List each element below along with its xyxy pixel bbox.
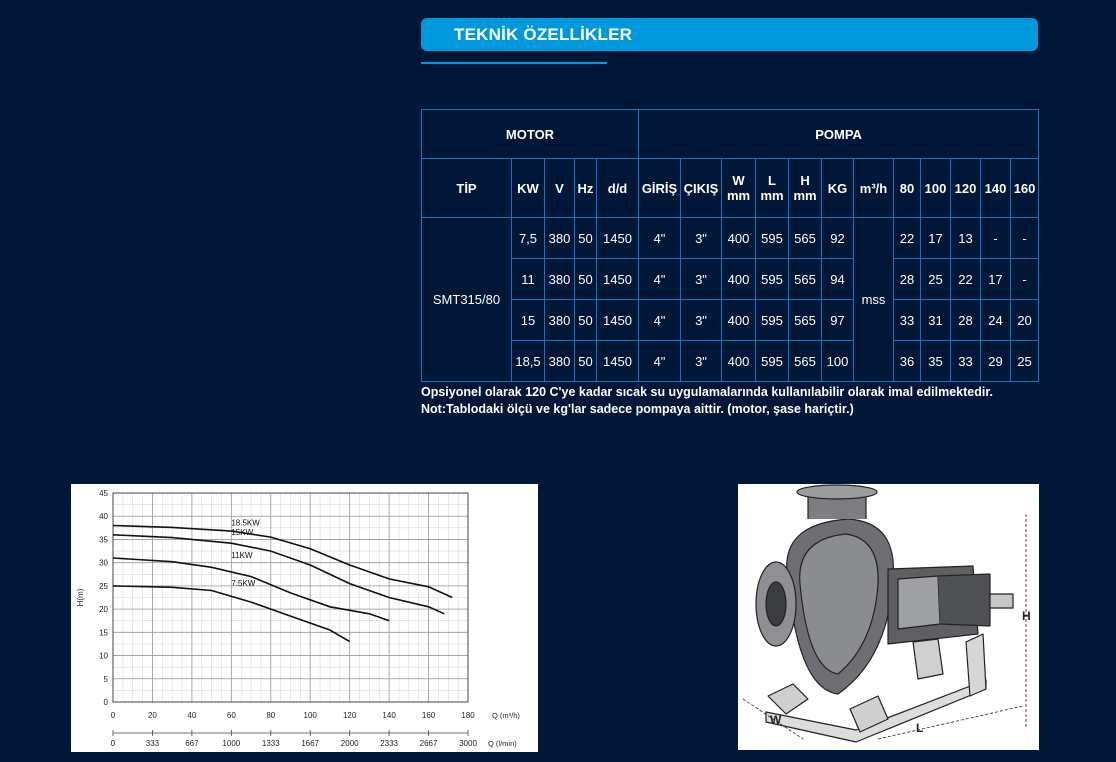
col-l-label: L <box>768 173 776 188</box>
table-row <box>422 300 1039 341</box>
table-row <box>422 218 1039 259</box>
y-tick-label: 25 <box>99 581 108 591</box>
cell-q120: 13 <box>951 218 981 259</box>
cell-w: 400 <box>722 341 756 382</box>
cell-giris: 4" <box>639 218 681 259</box>
cell-dd: 1450 <box>597 218 639 259</box>
cell-dd: 1450 <box>597 300 639 341</box>
x-tick-label: 100 <box>303 711 317 720</box>
cell-q120: 33 <box>951 341 981 382</box>
cell-q80: 33 <box>894 300 921 341</box>
cell-h: 565 <box>789 300 822 341</box>
cell-kg: 94 <box>822 259 854 300</box>
cell-l: 595 <box>756 341 789 382</box>
cell-q120: 28 <box>951 300 981 341</box>
y-tick-label: 30 <box>99 558 108 568</box>
cell-q80: 28 <box>894 259 921 300</box>
series-label: 15KW <box>231 527 254 537</box>
cell-kw: 15 <box>512 300 545 341</box>
cell-l: 595 <box>756 300 789 341</box>
cell-dd: 1450 <box>597 259 639 300</box>
y-tick-label: 10 <box>99 651 108 661</box>
cell-w: 400 <box>722 218 756 259</box>
col-h <box>789 159 822 218</box>
note-line-2: Not:Tablodaki ölçü ve kg'lar sadece pompaya aittir. (motor, şase hariçtir.) <box>421 402 854 416</box>
x2-tick-label: 667 <box>185 739 199 748</box>
cell-q160: - <box>1011 218 1039 259</box>
cell-w: 400 <box>722 300 756 341</box>
col-q120: 120 <box>951 159 981 218</box>
cell-kw: 7,5 <box>512 218 545 259</box>
cell-q160: - <box>1011 259 1039 300</box>
cell-giris: 4" <box>639 300 681 341</box>
x2-tick-label: 1000 <box>222 739 241 748</box>
cell-giris: 4" <box>639 341 681 382</box>
section-title-bar <box>421 18 1038 51</box>
x-axis-label: Q (m³/h) <box>492 711 520 720</box>
x2-tick-label: 1333 <box>261 739 280 748</box>
col-v: V <box>545 159 575 218</box>
section-title: TEKNİK ÖZELLİKLER <box>454 25 633 44</box>
x-tick-label: 120 <box>342 711 357 720</box>
series-label: 11KW <box>231 551 253 561</box>
pump-drawing-svg <box>738 484 1039 750</box>
cell-q100: 35 <box>921 341 951 382</box>
cell-h: 565 <box>789 259 822 300</box>
col-w-label: W <box>732 173 745 188</box>
cell-kg: 92 <box>822 218 854 259</box>
dim-h-label: H <box>1022 609 1031 623</box>
x2-tick-label: 2333 <box>380 739 399 748</box>
cell-kg: 100 <box>822 341 854 382</box>
spec-table <box>421 109 1039 382</box>
x2-tick-label: 1667 <box>301 739 320 748</box>
col-q80: 80 <box>894 159 921 218</box>
col-hz: Hz <box>575 159 597 218</box>
cell-giris: 4" <box>639 259 681 300</box>
y-axis-label: H(m) <box>76 588 85 607</box>
cell-q140: 17 <box>981 259 1011 300</box>
x-tick-label: 180 <box>461 711 475 720</box>
x-tick-label: 160 <box>421 711 436 720</box>
col-q140: 140 <box>981 159 1011 218</box>
cell-v: 380 <box>545 218 575 259</box>
dim-w-label: W <box>770 713 782 727</box>
x-tick-label: 60 <box>226 711 236 720</box>
cell-l: 595 <box>756 218 789 259</box>
col-q160: 160 <box>1011 159 1039 218</box>
cell-q160: 25 <box>1011 341 1039 382</box>
cell-cikis: 3" <box>681 341 722 382</box>
note-line-1: Opsiyonel olarak 120 C'ye kadar sıcak su uygulamalarında kullanılabilir olarak imal edilmektedir. <box>421 385 993 399</box>
performance-chart-svg <box>71 484 538 752</box>
col-kw: KW <box>512 159 545 218</box>
model-cell: SMT315/80 <box>422 218 512 382</box>
cell-q100: 17 <box>921 218 951 259</box>
col-l <box>756 159 789 218</box>
cell-q140: 24 <box>981 300 1011 341</box>
series-label: 7.5KW <box>231 578 256 588</box>
x2-tick-label: 0 <box>110 739 116 748</box>
table-row <box>422 259 1039 300</box>
cell-cikis: 3" <box>681 259 722 300</box>
col-kg: KG <box>822 159 854 218</box>
cell-cikis: 3" <box>681 218 722 259</box>
cell-h: 565 <box>789 341 822 382</box>
cell-q120: 22 <box>951 259 981 300</box>
cell-q140: - <box>981 218 1011 259</box>
col-w-unit: mm <box>726 188 751 203</box>
x2-tick-label: 333 <box>145 739 160 748</box>
x-tick-label: 80 <box>266 711 276 720</box>
col-cikis: ÇIKIŞ <box>681 159 722 218</box>
cell-hz: 50 <box>575 300 597 341</box>
x2-axis-label: Q (l/min) <box>488 739 517 748</box>
series-label: 18.5KW <box>231 518 260 528</box>
cell-q100: 31 <box>921 300 951 341</box>
col-q100: 100 <box>921 159 951 218</box>
col-dd: d/d <box>597 159 639 218</box>
x2-tick-label: 2667 <box>419 739 438 748</box>
y-tick-label: 0 <box>103 698 108 707</box>
x-tick-label: 0 <box>110 711 116 720</box>
pump-group-header: POMPA <box>639 110 1039 159</box>
x-tick-label: 20 <box>147 711 157 720</box>
cell-hz: 50 <box>575 341 597 382</box>
x2-tick-label: 3000 <box>459 739 477 748</box>
title-underline <box>421 62 607 64</box>
cell-dd: 1450 <box>597 341 639 382</box>
cell-q80: 36 <box>894 341 921 382</box>
cell-v: 380 <box>545 300 575 341</box>
cell-cikis: 3" <box>681 300 722 341</box>
x-tick-label: 140 <box>382 711 396 720</box>
cell-hz: 50 <box>575 218 597 259</box>
x2-tick-label: 2000 <box>340 739 359 748</box>
y-tick-label: 35 <box>99 535 108 545</box>
cell-hz: 50 <box>575 259 597 300</box>
col-flow: m³/h <box>854 159 894 218</box>
col-h-label: H <box>800 173 810 188</box>
motor-group-header: MOTOR <box>422 110 639 159</box>
y-tick-label: 5 <box>103 674 108 684</box>
col-w <box>722 159 756 218</box>
cell-w: 400 <box>722 259 756 300</box>
col-l-unit: mm <box>760 188 784 203</box>
table-row <box>422 341 1039 382</box>
cell-h: 565 <box>789 218 822 259</box>
cell-q160: 20 <box>1011 300 1039 341</box>
cell-kw: 18,5 <box>512 341 545 382</box>
col-h-unit: mm <box>793 188 817 203</box>
x-tick-label: 40 <box>187 711 197 720</box>
cell-v: 380 <box>545 341 575 382</box>
cell-l: 595 <box>756 259 789 300</box>
col-tip: TİP <box>422 159 512 218</box>
performance-chart <box>71 484 538 752</box>
head-unit-cell: mss <box>854 218 894 382</box>
cell-kw: 11 <box>512 259 545 300</box>
pump-drawing <box>738 484 1039 750</box>
y-tick-label: 45 <box>99 489 108 498</box>
cell-q140: 29 <box>981 341 1011 382</box>
dim-l-label: L <box>916 721 924 735</box>
y-tick-label: 15 <box>99 628 108 638</box>
notes <box>421 384 993 418</box>
col-giris: GİRİŞ <box>639 159 681 218</box>
cell-v: 380 <box>545 259 575 300</box>
cell-q80: 22 <box>894 218 921 259</box>
y-tick-label: 20 <box>99 605 108 615</box>
cell-kg: 97 <box>822 300 854 341</box>
y-tick-label: 40 <box>99 512 108 522</box>
cell-q100: 25 <box>921 259 951 300</box>
